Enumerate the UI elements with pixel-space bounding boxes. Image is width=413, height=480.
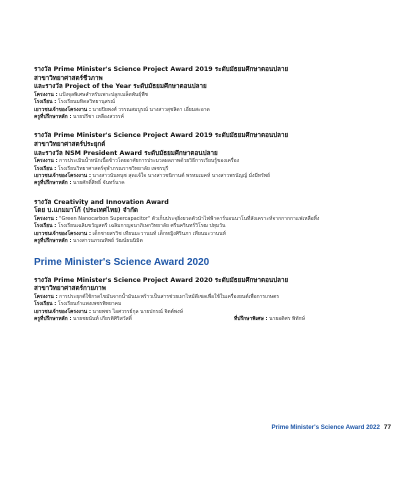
owners-label: เยาวชนเจ้าของโครงงาน :	[34, 173, 91, 179]
award-2019-applied-science	[34, 132, 386, 187]
school-line	[34, 301, 386, 308]
advisor-line	[34, 114, 386, 121]
school-line	[34, 166, 386, 173]
owners-value: นางสาวนันทนุช สุดแจ้ใจ นางสาวชนิกานต์ พรหมเมคห์ นางสาวพรนัญญ์ มั่งมีทรัพย์	[92, 173, 270, 179]
special-advisor	[234, 316, 305, 323]
award-2020-physical-science	[34, 277, 386, 324]
award-title	[34, 277, 386, 294]
award-title-line: สาขาวิทยาศาสตร์ชีวภาพ	[34, 74, 103, 82]
project-value: "Green Nanocarbon Supercapacitor" ตัวเก็บประจุยิ่งยวดตัวนำไฟฟ้าคาร์บอนนาโนที่สังเคราะห์จากกากกาแฟเหลือทิ้ง	[59, 216, 320, 222]
school-line	[34, 223, 386, 230]
award-title	[34, 66, 386, 92]
project-line	[34, 158, 386, 165]
award-title-line: รางวัล Prime Minister's Science Project Award 2019 ระดับมัธยมศึกษาตอนปลาย	[34, 132, 289, 140]
award-title-line: รางวัล Prime Minister's Science Project Award 2019 ระดับมัธยมศึกษาตอนปลาย	[34, 66, 289, 73]
owners-label: เยาวชนเจ้าของโครงงาน :	[34, 230, 91, 237]
award-title	[34, 199, 386, 216]
project-label: โครงงาน :	[34, 91, 58, 98]
award-title-line: สาขาวิทยาศาสตร์ประยุกต์	[34, 141, 106, 148]
award-title-line: โดย บ.แกมมาโก้ (ประเทศไทย) จำกัด	[34, 207, 138, 215]
special-advisor-value: นายอดิศร พิทักษ์	[269, 316, 305, 323]
school-line	[34, 99, 386, 106]
owners-value: นายปิยพงศ์ วรรณสมบูรณ์ นางสาวสุชลิดา เอี่ยมสะอาด	[92, 106, 210, 113]
project-value: แป้งจุลพิเศษสำหรับเพาะปลูกเมล็ดพันธุ์พืช	[59, 91, 149, 98]
award-title-line: รางวัล Creativity and Innovation Award	[34, 198, 169, 206]
project-label: โครงงาน :	[34, 293, 58, 300]
advisor-value: นายปรีชา เหลืองสวรรค์	[73, 114, 124, 120]
award-title-line: รางวัล Prime Minister's Science Project Award 2020 ระดับมัธยมศึกษาตอนปลาย	[34, 276, 289, 284]
advisor-label: ครูที่ปรึกษาหลัก :	[34, 180, 72, 187]
section-heading-2020: Prime Minister's Science Award 2020	[34, 256, 210, 268]
award-title-line: สาขาวิทยาศาสตร์กายภาพ	[34, 285, 106, 293]
school-value: โรงเรียนกำแพงเพชรพิทยาคม	[57, 301, 122, 308]
school-label: โรงเรียน :	[34, 223, 57, 230]
school-label: โรงเรียน :	[34, 165, 57, 172]
advisor-label: ครูที่ปรึกษาหลัก :	[34, 238, 72, 245]
school-value: โรงเรียนมหิดลวิทยานุสรณ์	[57, 99, 115, 106]
school-value: โรงเรียนเฉลิมขวัญสตรี เฉลิมกาญจนาภิเษกวิทยาลัย ศรีนครินทร์วิโรฒ ปทุมวัน	[57, 223, 226, 230]
owners-label: เยาวชนเจ้าของโครงงาน :	[34, 106, 91, 113]
school-label: โรงเรียน :	[34, 99, 57, 106]
advisor-line	[34, 180, 386, 187]
award-title-line: และรางวัล NSM President Award ระดับมัธยมศึกษาตอนปลาย	[34, 149, 218, 157]
award-creativity-innovation	[34, 199, 386, 246]
school-label: โรงเรียน :	[34, 301, 57, 308]
project-label: โครงงาน :	[34, 216, 58, 222]
advisor-label: ครูที่ปรึกษาหลัก :	[34, 316, 72, 323]
advisors-line	[34, 316, 386, 323]
school-value: โรงเรียนวิทยาศาสตร์จุฬาภรณราชวิทยาลัย เพชรบุรี	[57, 165, 169, 172]
owners-value: นายพชร ไอศวรรย์กุล นายปกรณ์ จิตต์พงษ์	[92, 308, 183, 315]
advisor-value: นายชยนันท์ เกียรติศิริสวัสดิ์	[73, 316, 132, 323]
owners-line	[34, 309, 386, 316]
owners-line	[34, 107, 386, 114]
main-advisor	[34, 316, 234, 323]
award-2019-life-science	[34, 66, 386, 121]
owners-label: เยาวชนเจ้าของโครงงาน :	[34, 308, 91, 315]
special-advisor-label: ที่ปรึกษาพิเศษ :	[234, 316, 268, 323]
project-value: การประเมินน้ำหนักเนื้อข้าวโดยอาศัยการประมวลผลภาพด้วยวิธีการเรียนรู้ของเครื่อง	[59, 158, 240, 165]
award-title	[34, 132, 386, 158]
advisor-value: นางสาวนภรณทิพย์ วัฒน์ธนนิมิต	[73, 238, 143, 245]
footer-title: Prime Minister's Science Award 2022	[271, 424, 380, 431]
advisor-value: นายศักดิ์สิทธิ์ จันทร์นาค	[73, 180, 125, 187]
owners-value: เด็กชายสรวิช เทียนมะวานนท์ เด็กหญิงศิรินภา เทียนมะวานนท์	[92, 230, 226, 237]
page-footer	[271, 424, 391, 431]
award-title-line: และรางวัล Project of the Year ระดับมัธยมศึกษาตอนปลาย	[34, 83, 207, 91]
page-number: 77	[383, 424, 391, 431]
advisor-line	[34, 238, 386, 245]
page-content	[34, 66, 386, 334]
project-label: โครงงาน :	[34, 158, 58, 165]
project-value: การประยุกต์ใช้กรดไขมันจากน้ำมันมะพร้าวเป็นสารช่วยเผาไหม้ดีเซลเพื่อใช้ในเครื่องยนต์เพื่อการเกษตร	[59, 293, 280, 300]
advisor-label: ครูที่ปรึกษาหลัก :	[34, 114, 72, 120]
